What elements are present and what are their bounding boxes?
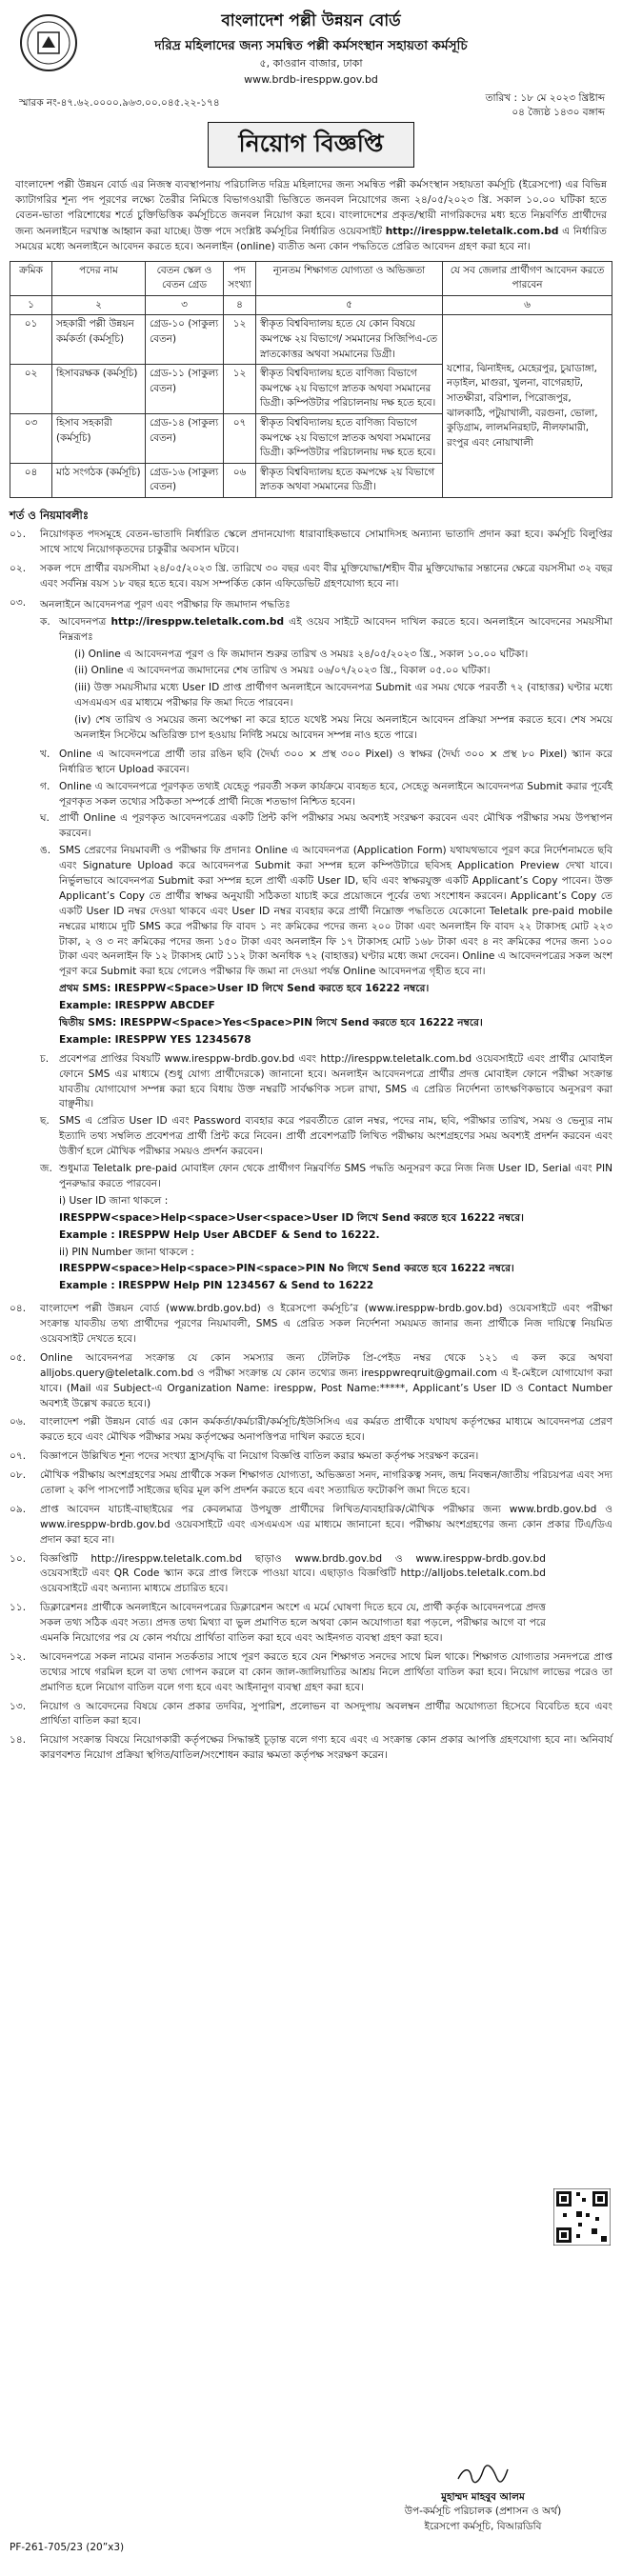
sub-text: Online এ আবেদনপত্রে পূরণকৃত তথ্যই যেহেতু পরবর্তী সকল কার্যক্রমে ব্যবহৃত হবে, সেহেতু অনলাইনে আবেদনপত্র Submit করার পূর্বেই পূরণকৃত সকল তথ্যের সঠিকতা সম্পর্কে প্রার্থী নিজে শতভাগ নিশ্চিত হবেন। bbox=[59, 780, 612, 808]
sms-example: Example: IRESPPW ABCDEF bbox=[59, 1000, 215, 1012]
date-bangla: ০৪ জ্যৈষ্ঠ ১৪৩০ বঙ্গাব্দ bbox=[512, 107, 605, 119]
rule-item bbox=[10, 1700, 612, 1730]
rule-item bbox=[10, 1302, 612, 1348]
rule-text: বাংলাদেশ পল্লী উন্নয়ন বোর্ড (www.brdb.gov.bd) ও ইরেসপো কর্মসূচি’র (www.iresppw-brdb.gov.bd) ওয়েবসাইটে এবং পরীক্ষা সংক্রান্ত যাবতীয় তথ্য প্রার্থীদের পূরণের নিয়মাবলী, SMS এ প্রেরিত সকল নির্দেশনা সময়মত জানার জন্য প্রার্থীকে নিজ দায়িত্বে নিয়মিত ওয়েবসাইট দেখতে হবে। bbox=[40, 1303, 612, 1345]
rule-number: ০২. bbox=[10, 563, 27, 575]
help-pin: ii) PIN Number জানা থাকলে : bbox=[59, 1246, 194, 1258]
help-user-id: i) User ID জানা থাকলে : bbox=[59, 1194, 169, 1207]
rule-03-body bbox=[40, 596, 612, 1298]
rule-number: ১১. bbox=[10, 1602, 27, 1614]
rule-text: সকল পদে প্রার্থীর বয়সসীমা ২৪/০৫/২০২৩ খ্রি. তারিখে ৩০ বছর এবং বীর মুক্তিযোদ্ধা/শহীদ বীর মুক্তিযোদ্ধার সন্তানের ক্ষেত্রে বয়সসীমা ৩২ বছর এবং সর্বনিম্ন বয়স ১৮ বছর হতে হবে। বয়স সম্পর্কিত কোন এফিডেভিট গ্রহণযোগ্য হবে না। bbox=[40, 563, 612, 589]
col-number: ৫ bbox=[256, 295, 443, 315]
intro-link[interactable]: http://iresppw.teletalk.com.bd bbox=[385, 225, 559, 237]
sub-label: চ. bbox=[40, 1052, 50, 1065]
help-format: IRESPPW<space>Help<space>PIN<space>PIN No লিখে Send করতে হবে 16222 নম্বরে। bbox=[59, 1263, 514, 1275]
col-number: ২ bbox=[52, 295, 146, 315]
sub-label: ক. bbox=[40, 615, 50, 628]
grade-cell: গ্রেড-১১ (সাকুল্য বেতন) bbox=[146, 365, 224, 414]
rule-text: বিজ্ঞাপনে উল্লিখিত শূন্য পদের সংখ্যা হ্রাস/বৃদ্ধি বা নিয়োগ বিজ্ঞপ্তি বাতিল করার ক্ষমতা কর্তৃপক্ষ সংরক্ষণ করেন। bbox=[40, 1450, 479, 1463]
districts-cell: যশোর, ঝিনাইদহ, মেহেরপুর, চুয়াডাঙ্গা, নড়াইল, মাগুরা, খুলনা, বাগেরহাট, সাতক্ষীরা, বরিশাল, পিরোজপুর, ঝালকাঠি, পটুয়াখালী, বরগুনা, ভোলা, কুড়িগ্রাম, লালমনিরহাট, নীলফামারী, রংপুর এবং নোয়াখালী bbox=[443, 315, 612, 498]
sub-text: প্রবেশপত্র প্রাপ্তির বিষয়টি www.iresppw-brdb.gov.bd এবং http://iresppw.teletalk.com.bd ওয়েবসাইটে এবং প্রার্থীর মোবাইল ফোনে SMS এর মাধ্যমে (শুধু যোগ্য প্রার্থীদেরকে) জানানো হবে। অনলাইন আবেদনপত্রে প্রার্থীর প্রদত্ত মোবাইল ফোনে পরীক্ষা সংক্রান্ত যাবতীয় যোগাযোগ সম্পন্ন করা হবে বিধায় উক্ত নম্বরটি সার্বক্ষণিক সচল রাখা, SMS এ প্রেরিত নির্দেশনা তাৎক্ষণিকভাবে অনুসরণ করা বাঞ্ছনীয়। bbox=[59, 1052, 612, 1110]
serial-cell: ০১ bbox=[10, 315, 52, 365]
rule-03-c bbox=[40, 780, 612, 810]
sub-label: জ. bbox=[40, 1163, 52, 1175]
help-example: Example : IRESPPW Help PIN 1234567 & Send to 16222 bbox=[59, 1280, 374, 1292]
sms-format: IRESPPW<Space>Yes<Space>PIN লিখে Send করতে হবে 16222 নম্বরে। bbox=[119, 1017, 483, 1029]
sms-1 bbox=[59, 982, 612, 997]
count-cell: ১২ bbox=[224, 365, 256, 414]
col-number: ১ bbox=[10, 295, 52, 315]
rule-text: প্রাপ্ত আবেদন যাচাই-বাছাইয়ের পর কেবলমাত্র উপযুক্ত প্রার্থীদের লিখিত/ব্যবহারিক/মৌখিক পরীক্ষার জন্য www.brdb.gov.bd ও www.iresppw-brdb.gov.bd ওয়েবসাইটে এবং এসএমএস এর মাধ্যমে জানানো হবে। পরীক্ষায় অংশগ্রহণের জন্য কোন প্রকার টিএ/ডিএ প্রদান করা হবে না। bbox=[40, 1503, 612, 1546]
col-header: বেতন স্কেল ও বেতন গ্রেড bbox=[146, 261, 224, 295]
count-cell: ০৭ bbox=[224, 414, 256, 464]
sms-label: দ্বিতীয় SMS: bbox=[59, 1017, 117, 1029]
rule-text: ডিক্লারেশনঃ প্রার্থীকে অনলাইনে আবেদনপত্রের ডিক্লারেশন অংশে এ মর্মে ঘোষণা দিতে হবে যে, প্রার্থী কর্তৃক আবেদনপত্রে প্রদত্ত সকল তথ্য সঠিক এবং সত্য। প্রদত্ত তথ্য মিথ্যা বা ভুল প্রমাণিত হলে অথবা কোন অযোগ্যতা ধরা পড়লে, পরীক্ষার আগে বা পরে এমনকি নিয়োগের পর যে কোন পর্যায়ে প্রার্থিতা বাতিল করা হবে এবং আইনগত ব্যবস্থা গ্রহণ করা হবে। bbox=[40, 1602, 546, 1644]
grade-cell: গ্রেড-১০ (সাকুল্য বেতন) bbox=[146, 315, 224, 365]
col-header: পদ সংখ্যা bbox=[224, 261, 256, 295]
header bbox=[10, 10, 612, 119]
rule-item bbox=[10, 1650, 612, 1696]
sub-text: Online এ আবেদনপত্রে প্রার্থী তার রঙিন ছবি (দৈর্ঘ্য ৩০০ × প্রস্থ ৩০০ Pixel) ও স্বাক্ষর (দৈর্ঘ্য ৩০০ × প্রস্থ ৮০ Pixel) স্ক্যান করে নির্ধারিত স্থানে Upload করবেন। bbox=[59, 748, 612, 775]
posts-table bbox=[10, 261, 612, 499]
date-label: তারিখ : bbox=[485, 92, 518, 104]
rule-number: ০৩. bbox=[10, 596, 27, 609]
intro-paragraph bbox=[15, 177, 607, 255]
website[interactable]: www.brdb-iresppw.gov.bd bbox=[244, 73, 378, 87]
rule-number: ০১. bbox=[10, 529, 27, 541]
rule-number: ০৮. bbox=[10, 1469, 27, 1482]
qr-code-icon[interactable] bbox=[553, 2188, 611, 2246]
rule-text: নিয়োগকৃত পদসমূহে বেতন-ভাতাদি নির্ধারিত স্কেলে প্রদানযোগ্য ধারাবাহিকভাবে সোমাদিসহ অন্যান্য ভাতাদি প্রদান করা হবে। কর্মসূচি বিলুপ্তির সাথে সাথে নিয়োগকৃতদের চাকুরীর অবসান ঘটবে। bbox=[40, 529, 612, 556]
rule-number: ০৪. bbox=[10, 1303, 27, 1315]
rule-03-g bbox=[40, 1114, 612, 1160]
rule-item bbox=[10, 1601, 612, 1647]
footer-code: PF-261-705/23 (20”x3) bbox=[10, 2542, 125, 2553]
rule-number: ১০. bbox=[10, 1552, 27, 1565]
apply-link[interactable]: http://iresppw.teletalk.com.bd bbox=[110, 615, 285, 628]
sub-label: গ. bbox=[40, 780, 50, 792]
rule-03-f bbox=[40, 1052, 612, 1113]
rule-text: বাংলাদেশ পল্লী উন্নয়ন বোর্ড এর কোন কর্মকর্তা/কর্মচারী/কর্মসূচি/ইউসিসিএ এর কর্মরত প্রার্থীকে যথাযথ কর্তৃপক্ষের মাধ্যমে আবেদনপত্র প্রেরণ করতে হবে এবং মৌখিক পরীক্ষার সময় কর্তৃপক্ষের অনাপত্তিপত্র দাখিল করতে হবে। bbox=[40, 1416, 612, 1444]
col-header: ক্রমিক bbox=[10, 261, 52, 295]
grade-cell: গ্রেড-১৬ (সাকুল্য বেতন) bbox=[146, 463, 224, 497]
help-format: IRESPPW<space>Help<space>User<space>User ID লিখে Send করতে হবে 16222 নম্বরে। bbox=[59, 1211, 524, 1224]
col-number: ৩ bbox=[146, 295, 224, 315]
rule-number: ০৬. bbox=[10, 1416, 27, 1428]
project-name: দরিদ্র মহিলাদের জন্য সমন্বিত পল্লী কর্মসংস্থান সহায়তা কর্মসূচি bbox=[154, 37, 468, 53]
serial-cell: ০৪ bbox=[10, 463, 52, 497]
col-number: ৪ bbox=[224, 295, 256, 315]
rule-number: ০৫. bbox=[10, 1351, 27, 1364]
rule-03-b bbox=[40, 748, 612, 778]
qualification-cell: স্বীকৃত বিশ্ববিদ্যালয় হতে বাণিজ্য বিভাগে কমপক্ষে ২য় বিভাগে স্নাতক অথবা সমমানের ডিগ্রী। কম্পিউটার পরিচালনায় দক্ষ হতে হবে। bbox=[256, 414, 443, 464]
count-cell: ০৬ bbox=[224, 463, 256, 497]
rule-item bbox=[10, 562, 612, 592]
intro-text-2: এ নির্ধারিত সময়ের মধ্যে অনলাইনে আবেদন করতে হবে। অনলাইন (online) ব্যতীত অন্য কোন পদ্ধতিতে প্রেরিত আবেদন গ্রহণ করা হবে না। bbox=[15, 225, 607, 253]
qualification-cell: স্বীকৃত বিশ্ববিদ্যালয় হতে কমপক্ষে ২য় বিভাগে স্নাতক অথবা সমমানের ডিগ্রী। bbox=[256, 463, 443, 497]
rule-item bbox=[10, 528, 612, 558]
timeline-item: (iii) উক্ত সময়সীমার মধ্যে User ID প্রাপ্ত প্রার্থীগণ অনলাইনে আবেদনপত্র Submit এর সময় থেকে পরবর্তী ৭২ (বাহাত্তর) ঘণ্টার মধ্যে এসএমএস এর মাধ্যমে পরীক্ষার ফি জমা দিতে পারবেন। bbox=[74, 682, 612, 709]
notice-title: নিয়োগ বিজ্ঞপ্তি bbox=[208, 122, 414, 168]
sub-label: ঘ. bbox=[40, 812, 50, 825]
rule-text: মৌখিক পরীক্ষায় অংশগ্রহণের সময় প্রার্থীকে সকল শিক্ষাগত যোগ্যতা, অভিজ্ঞতা সনদ, নাগরিকত্ব সনদ, জন্ম নিবন্ধন/জাতীয় পরিচয়পত্র এবং সদ্য তোলা ২ কপি পাসপোর্ট সাইজের ছবির মূল কপি প্রদর্শন করতে হবে এবং সত্যায়িত ফটোকপি জমা দিতে হবে। bbox=[40, 1469, 612, 1496]
rule-item bbox=[10, 1449, 612, 1465]
sms-2 bbox=[59, 1016, 612, 1031]
rule-text: নিয়োগ সংক্রান্ত বিষয়ে নিয়োগকারী কর্তৃপক্ষের সিদ্ধান্তই চূড়ান্ত বলে গণ্য হবে এবং এ সংক্রান্ত কোন প্রকার আপত্তি গ্রহণযোগ্য হবে না। অনিবার্য কারণবশত নিয়োগ প্রক্রিয়া স্থগিত/বাতিল/সংশোধন করার ক্ষমতা কর্তৃপক্ষ সংরক্ষণ করেন। bbox=[40, 1734, 612, 1762]
rule-text: আবেদনপত্রে সকল নামের বানান সতর্কতার সাথে পূরণ করতে হবে যেন শিক্ষাগত সনদের সাথে মিল থাকে। শিক্ষাগত যোগ্যতার সনদপত্রে প্রাপ্ত তথ্যের সাথে গরমিল হলে বা তথ্য গোপন করলে বা কোন জাল-জালিয়াতির আশ্রয় নিলে প্রার্থিতা বাতিল করা হবে। নিয়োগ লাভের পরেও তা প্রমাণিত হলে নিয়োগ বাতিল বলে গণ্য হবে এবং আইনানুগ ব্যবস্থা গ্রহণ করা হবে। bbox=[40, 1650, 612, 1693]
rule-item bbox=[10, 1552, 612, 1598]
rule-number: ০৭. bbox=[10, 1450, 27, 1463]
table-header-row bbox=[10, 261, 612, 295]
sms-format: IRESPPW<Space>User ID লিখে Send করতে হবে 16222 নম্বরে। bbox=[114, 983, 430, 995]
sub-label: ঙ. bbox=[40, 845, 51, 857]
rule-item bbox=[10, 1503, 612, 1548]
col-number: ৬ bbox=[443, 295, 612, 315]
rule-item bbox=[10, 596, 612, 1298]
col-header: যে সব জেলার প্রার্থীগণ আবেদন করতে পারবেন bbox=[443, 261, 612, 295]
rule-number: ০৯. bbox=[10, 1503, 27, 1515]
sub-label: খ. bbox=[40, 748, 50, 760]
signature-icon bbox=[454, 2462, 512, 2486]
rule-number: ১২. bbox=[10, 1650, 27, 1663]
serial-cell: ০৩ bbox=[10, 414, 52, 464]
signatory-designation: উপ-কর্মসূচি পরিচালক (প্রশাসন ও অর্থ) bbox=[404, 2506, 562, 2518]
count-cell: ১২ bbox=[224, 315, 256, 365]
date-gregorian: ১৮ মে ২০২৩ খ্রিষ্টাব্দ bbox=[520, 92, 605, 104]
col-header: ন্যূনতম শিক্ষাগত যোগ্যতা ও অভিজ্ঞতা bbox=[256, 261, 443, 295]
timeline-item: (iv) শেষ তারিখ ও সময়ের জন্য অপেক্ষা না করে হাতে যথেষ্ট সময় নিয়ে অনলাইনে আবেদন প্রক্রিয়া সম্পন্ন করতে হবে। শেষ সময়ে অনলাইন সিস্টেমে অতিরিক্ত চাপ হওয়ায় নির্দিষ্ট সময়ে আবেদন সম্পন্ন নাও হতে পারে। bbox=[74, 714, 612, 741]
rule-03-h bbox=[40, 1162, 612, 1296]
timeline-item: (i) Online এ আবেদনপত্র পূরণ ও ফি জমাদান শুরুর তারিখ ও সময়ঃ ২৪/০৫/২০২৩ খ্রি., সকাল ১০.০০ ঘটিকা। bbox=[74, 648, 529, 660]
post-cell: সহকারী পল্লী উন্নয়ন কর্মকর্তা (কর্মসূচি) bbox=[52, 315, 146, 365]
signatory-office: ইরেসপো কর্মসূচি, বিআরডিবি bbox=[424, 2520, 542, 2532]
rule-item bbox=[10, 1415, 612, 1446]
signatory-name: মুহাম্মদ মাহবুব আলম bbox=[441, 2491, 525, 2503]
column-number-row bbox=[10, 295, 612, 315]
qualification-cell: স্বীকৃত বিশ্ববিদ্যালয় হতে বাণিজ্য বিভাগে কমপক্ষে ২য় বিভাগে স্নাতক অথবা সমমানের ডিগ্রী। কম্পিউটার পরিচালনায় দক্ষ হতে হবে। bbox=[256, 365, 443, 414]
sub-text: শুধুমাত্র Teletalk pre-paid মোবাইল ফোন থেকে প্রার্থীগণ নিম্নবর্ণিত SMS পদ্ধতি অনুসরণ করে নিজ নিজ User ID, Serial এবং PIN পুনরুদ্ধার করতে পারবেন। bbox=[59, 1163, 612, 1189]
col-header: পদের নাম bbox=[52, 261, 146, 295]
signature-block bbox=[388, 2462, 578, 2534]
rule-text: Online আবেদনপত্র সংক্রান্ত যে কোন সমস্যার জন্য টেলিটক প্রি-পেইড নম্বর থেকে ১২১ এ কল করে অথবা alljobs.query@teletalk.com.bd ও পরীক্ষা সংক্রান্ত যে কোন তথ্যের জন্য iresppwreqruit@gmail.com এ ই-মেইলে যোগাযোগ করা যাবে। (Mail এর Subject-এ Organization Name: iresppw, Post Name:*****, Applicant’s User ID ও Contact Number অবশ্যই উল্লেখ করতে হবে।) bbox=[40, 1351, 612, 1409]
sms-label: প্রথম SMS: bbox=[59, 983, 111, 995]
sub-text: SMS প্রেরণের নিয়মাবলী ও পরীক্ষার ফি প্রদানঃ Online এ আবেদনপত্র (Application Form) যথাযথভাবে পূরণ করে নির্দেশনামতে ছবি এবং Signature Upload করে আবেদনপত্র Submit করা সম্পন্ন হলে কম্পিউটারে ছবিসহ Application Preview দেখা যাবে। নির্ভুলভাবে আবেদনপত্র Submit করা সম্পন্ন হলে প্রার্থী একটি User ID, ছবি এবং স্বাক্ষরযুক্ত একটি Applicant’s Copy পাবেন। উক্ত Applicant’s Copy তে প্রার্থীর স্বাক্ষর অনুযায়ী সঠিকতা যাচাই করে প্রয়োজনে পূর্বের তথ্য সংশোধন করবেন। Applicant’s Copy তে একটি User ID নম্বর দেওয়া থাকবে এবং User ID নম্বর ব্যবহার করে প্রার্থী নিম্নোক্ত পদ্ধতিতে যেকোনো Teletalk pre-paid mobile নম্বরের মাধ্যমে দুটি SMS করে পরীক্ষার ফি বাবদ ১ নং ক্রমিকের পদের জন্য ২০০ টাকা এবং অনলাইন ফি বাবদ ২২ টাকাসহ মোট ২২৩ টাকা, ২ ও ৩ নং ক্রমিকের পদের জন্য ১৫০ টাকা এবং অনলাইন ফি ১৭ টাকাসহ মোট ১৬৮ টাকা এবং ৪ নং ক্রমিকের পদের জন্য ১০০ টাকা এবং অনলাইন ফি ১২ টাকাসহ মোট ১১২ টাকা অনধিক ৭২ (বাহাত্তর) ঘণ্টার মধ্যে জমা দেবেন। Online এ আবেদনপত্রের সকল অংশ পূরণ করে Submit করা হয়ে গেলেও পরীক্ষার ফি জমা না দেওয়া পর্যন্ত Online আবেদনপত্র গৃহীত হবে না। bbox=[59, 845, 612, 978]
serial-cell: ০২ bbox=[10, 365, 52, 414]
table-row bbox=[10, 315, 612, 365]
rule-text: নিয়োগ ও আবেদনের বিষয়ে কোন প্রকার তদবির, সুপারিশ, প্রলোভন বা অসদুপায় অবলম্বন প্রার্থীর অযোগ্যতা হিসেবে বিবেচিত হবে এবং প্রার্থিতা বাতিল করা হবে। bbox=[40, 1700, 612, 1727]
rules-title: শর্ত ও নিয়মাবলীঃ bbox=[10, 509, 89, 523]
rule-03-e bbox=[40, 844, 612, 1050]
rule-03-d bbox=[40, 811, 612, 842]
rule-item bbox=[10, 1733, 612, 1764]
sub-text: আবেদনপত্র bbox=[59, 615, 107, 628]
qualification-cell: স্বীকৃত বিশ্ববিদ্যালয় হতে যে কোন বিষয়ে কমপক্ষে ২য় বিভাগে/ সমমানের সিজিপিএ-তে স্নাতকোত্তর অথবা সমমানের ডিগ্রী। bbox=[256, 315, 443, 365]
sub-text: SMS এ প্রেরিত User ID এবং Password ব্যবহার করে পরবর্তীতে রোল নম্বর, পদের নাম, ছবি, পরীক্ষার তারিখ, সময় ও ভেন্যুর নাম ইত্যাদি তথ্য সম্বলিত প্রবেশপত্র প্রার্থী প্রিন্ট করে নিবেন। প্রার্থী প্রবেশপত্রটি লিখিত পরীক্ষায় অংশগ্রহণের সময় অবশ্যই প্রদর্শন করবেন এবং উত্তীর্ণ হলে মৌখিক পরীক্ষার সময়ও প্রদর্শন করবেন। bbox=[59, 1115, 612, 1158]
intro-text-1: বাংলাদেশ পল্লী উন্নয়ন বোর্ড এর নিজস্ব ব্যবস্থাপনায় পরিচালিত দরিদ্র মহিলাদের জন্য সমন্বিত পল্লী কর্মসংস্থান সহায়তা কর্মসূচি (ইরেসপো) এর বিভিন্ন ক্যাটাগরির শূন্য পদ পূরণের লক্ষ্যে তৈরীর নিমিত্তে বিভাগওয়ারী ভিত্তিতে জনবল নিয়োগের জন্য ২৪/০৫/২০২৩ খ্রি. সকাল ১০.০০ ঘটিকা হতে বেতন-ভাতা পরিশোধের শর্তে চুক্তিভিত্তিক কর্মসূচিতে জনবল নিয়োগ করা হবে। বাংলাদেশের প্রকৃত/স্থায়ী নাগরিকদের মধ্য হতে নিম্নবর্ণিত প্রার্থীদের জন্য অনলাইনে দরখাস্ত আহ্বান করা যাচ্ছে। উক্ত পদে সংশ্লিষ্ট কর্মসূচির নির্ধারিত ওয়েবসাইট bbox=[15, 178, 607, 237]
rule-text: বিজ্ঞপ্তিটি http://iresppw.teletalk.com.bd ছাড়াও www.brdb.gov.bd ও www.iresppw-brdb.gov.bd ওয়েবসাইটে এবং QR Code স্ক্যান করে প্রাপ্ত লিংকে পাওয়া যাবে। এছাড়াও বিজ্ঞপ্তিটি http://alljobs.teletalk.com.bd ওয়েবসাইটে এবং অন্যান্য মাধ্যমে প্রচারিত হবে। bbox=[40, 1552, 546, 1595]
post-cell: হিসাবরক্ষক (কর্মসূচি) bbox=[52, 365, 146, 414]
timeline-item: (ii) Online এ আবেদনপত্র জমাদানের শেষ তারিখ ও সময়ঃ ০৬/০৭/২০২৩ খ্রি., বিকাল ০৫.০০ ঘটিকা। bbox=[74, 665, 491, 677]
sms-example: Example: IRESPPW YES 12345678 bbox=[59, 1033, 251, 1046]
memo-number: স্মারক নং-৪৭.৬২.০০০০.৯৬৩.০০.০৪৫.২২-১৭৪ bbox=[19, 97, 220, 109]
address: ৫, কাওরান বাজার, ঢাকা bbox=[259, 56, 363, 70]
help-example: Example : IRESPPW Help User ABCDEF & Send to 16222. bbox=[59, 1228, 380, 1241]
post-cell: মাঠ সংগঠক (কর্মসূচি) bbox=[52, 463, 146, 497]
rule-03-a bbox=[40, 615, 612, 746]
sub-text: এই ওয়েব সাইটে আবেদন দাখিল করতে হবে। অনলাইনে আবেদনের সময়সীমা নিম্নরূপঃ bbox=[59, 615, 612, 643]
brdb-logo-icon bbox=[19, 13, 78, 72]
rule-number: ১৪. bbox=[10, 1734, 27, 1747]
sub-label: ছ. bbox=[40, 1115, 50, 1128]
date-block bbox=[486, 91, 605, 120]
rule-number: ১৩. bbox=[10, 1700, 27, 1712]
rule-text: অনলাইনে আবেদনপত্র পূরণ এবং পরীক্ষার ফি জমাদান পদ্ধতিঃ bbox=[40, 598, 291, 610]
rule-item bbox=[10, 1468, 612, 1499]
org-name: বাংলাদেশ পল্লী উন্নয়ন বোর্ড bbox=[221, 11, 401, 30]
post-cell: হিসাব সহকারী (কর্মসূচি) bbox=[52, 414, 146, 464]
sub-text: প্রার্থী Online এ পূরণকৃত আবেদনপত্রের একটি প্রিন্ট কপি পরীক্ষার সময় অবশ্যই সংরক্ষণ করবেন এবং মৌখিক পরীক্ষার সময় উপস্থাপন করবেন। bbox=[59, 812, 612, 840]
grade-cell: গ্রেড-১৪ (সাকুল্য বেতন) bbox=[146, 414, 224, 464]
rule-item bbox=[10, 1351, 612, 1412]
